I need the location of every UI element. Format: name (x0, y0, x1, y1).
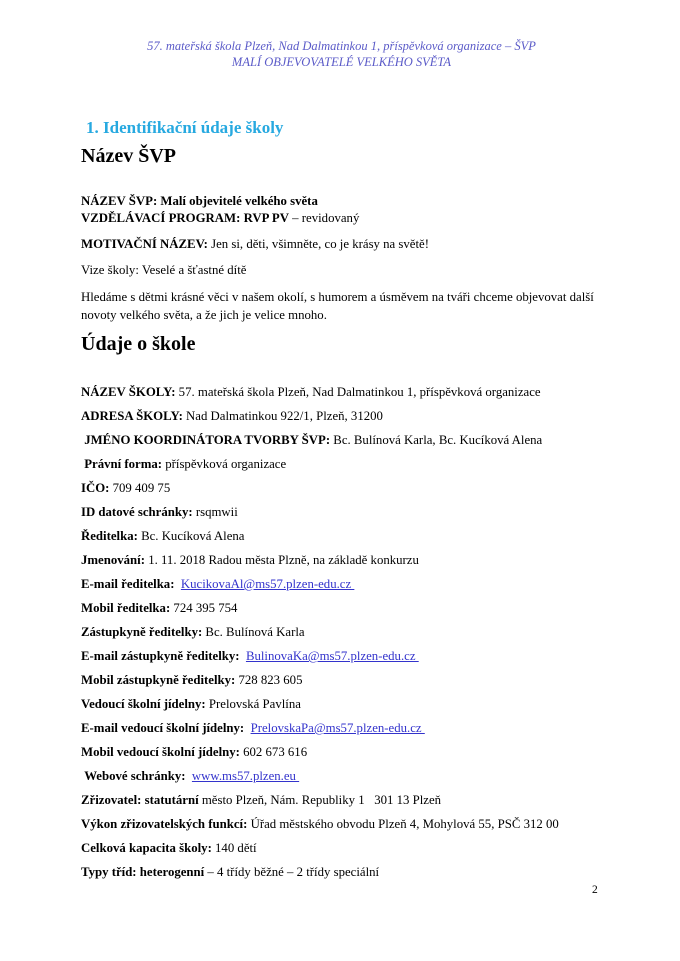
row-label: NÁZEV ŠKOLY: (81, 385, 176, 399)
info-row (81, 552, 602, 569)
row-value: Úřad městského obvodu Plzeň 4, Mohylová 55, PSČ 312 00 (247, 817, 559, 831)
row-label: E-mail vedoucí školní jídelny: (81, 721, 251, 735)
row-value: Bc. Bulínová Karla, Bc. Kucíková Alena (330, 433, 543, 447)
svp-info-rows (81, 236, 602, 279)
row-value: 724 395 754 (170, 601, 238, 615)
info-row (81, 600, 602, 617)
row-label: E-mail ředitelka: (81, 577, 181, 591)
row-value: Vize školy: Veselé a šťastné dítě (81, 263, 247, 277)
info-row (81, 768, 602, 785)
row-value: Prelovská Pavlína (205, 697, 301, 711)
svp-name-heading: Název ŠVP (81, 145, 176, 167)
row-value: 602 673 616 (239, 745, 308, 759)
info-row (81, 744, 602, 761)
row-value: Jen si, děti, všimněte, co je krásy na světě! (207, 237, 429, 251)
info-row (81, 236, 602, 253)
school-info-heading: Údaje o škole (81, 333, 196, 355)
info-row (81, 480, 602, 497)
row-label: Ředitelka: (81, 529, 138, 543)
row-label: MOTIVAČNÍ NÁZEV: (81, 237, 208, 251)
row-label: JMÉNO KOORDINÁTORA TVORBY ŠVP: (81, 433, 331, 447)
row-label: ADRESA ŠKOLY: (81, 409, 183, 423)
info-row (81, 792, 602, 809)
row-label: E-mail zástupkyně ředitelky: (81, 649, 246, 663)
row-value: město Plzeň, Nám. Republiky 1 301 13 Plzeň (198, 793, 442, 807)
row-value: 1. 11. 2018 Radou města Plzně, na základě konkurzu (145, 553, 419, 567)
row-label: Webové schránky: (81, 769, 192, 783)
section-heading: 1. Identifikační údaje školy (86, 118, 284, 137)
info-row (81, 504, 602, 521)
row-label: Zástupkyně ředitelky: (81, 625, 203, 639)
row-value: 709 409 75 (109, 481, 171, 495)
row-value: – 4 třídy běžné – 2 třídy speciální (204, 865, 380, 879)
info-row (81, 816, 602, 833)
info-row (81, 672, 602, 689)
row-label: Zřizovatel: statutární (81, 793, 199, 807)
info-row (81, 210, 602, 227)
info-row (81, 408, 602, 425)
row-label: ID datové schránky: (81, 505, 193, 519)
row-label: Mobil ředitelka: (81, 601, 171, 615)
info-row (81, 456, 602, 473)
svp-info-tight-rows (81, 193, 602, 227)
row-value: 57. mateřská škola Plzeň, Nad Dalmatinkou 1, příspěvková organizace (175, 385, 541, 399)
info-row (81, 193, 602, 210)
info-row (81, 576, 602, 593)
school-info-rows (81, 384, 602, 881)
row-label: Výkon zřizovatelských funkcí: (81, 817, 248, 831)
row-label: Mobil zástupkyně ředitelky: (81, 673, 236, 687)
row-label: Právní forma: (81, 457, 163, 471)
row-label: IČO: (81, 481, 110, 495)
vision-paragraph: Hledáme s dětmi krásné věci v našem okolí, s humorem a úsměvem na tváři chceme objevovat další novoty velkého světa, a že jich je velice mnoho. (81, 290, 594, 322)
row-value: rsqmwii (192, 505, 238, 519)
hyperlink[interactable]: PrelovskaPa@ms57.plzen-edu.cz (250, 721, 425, 735)
info-row (81, 624, 602, 641)
info-row (81, 384, 602, 401)
info-row (81, 262, 602, 279)
row-value: – revidovaný (288, 211, 360, 225)
row-value: Bc. Kucíková Alena (137, 529, 245, 543)
row-label: Jmenování: (81, 553, 145, 567)
row-value: Bc. Bulínová Karla (202, 625, 305, 639)
row-label: NÁZEV ŠVP: Malí objevitelé velkého světa (81, 194, 318, 208)
info-row (81, 720, 602, 737)
info-row (81, 696, 602, 713)
row-label: VZDĚLÁVACÍ PROGRAM: RVP PV (81, 211, 289, 225)
info-row (81, 528, 602, 545)
hyperlink[interactable]: KucikovaAl@ms57.plzen-edu.cz (180, 577, 355, 591)
document-header-line1: 57. mateřská škola Plzeň, Nad Dalmatinkou 1, příspěvková organizace – ŠVP (147, 39, 536, 53)
row-label: Celková kapacita školy: (81, 841, 212, 855)
row-label: Typy tříd: heterogenní (81, 865, 205, 879)
row-label: Vedoucí školní jídelny: (81, 697, 206, 711)
hyperlink[interactable]: BulinovaKa@ms57.plzen-edu.cz (245, 649, 419, 663)
info-row (81, 840, 602, 857)
info-row (81, 864, 602, 881)
row-value: 140 dětí (211, 841, 257, 855)
info-row (81, 648, 602, 665)
info-row (81, 432, 602, 449)
row-value: Nad Dalmatinkou 922/1, Plzeň, 31200 (182, 409, 383, 423)
document-header-line2: MALÍ OBJEVOVATELÉ VELKÉHO SVĚTA (231, 55, 452, 69)
hyperlink[interactable]: www.ms57.plzen.eu (191, 769, 300, 783)
row-label: Mobil vedoucí školní jídelny: (81, 745, 240, 759)
document-header (81, 38, 602, 70)
row-value: 728 823 605 (235, 673, 303, 687)
row-value: příspěvková organizace (162, 457, 287, 471)
page-number: 2 (592, 884, 598, 896)
